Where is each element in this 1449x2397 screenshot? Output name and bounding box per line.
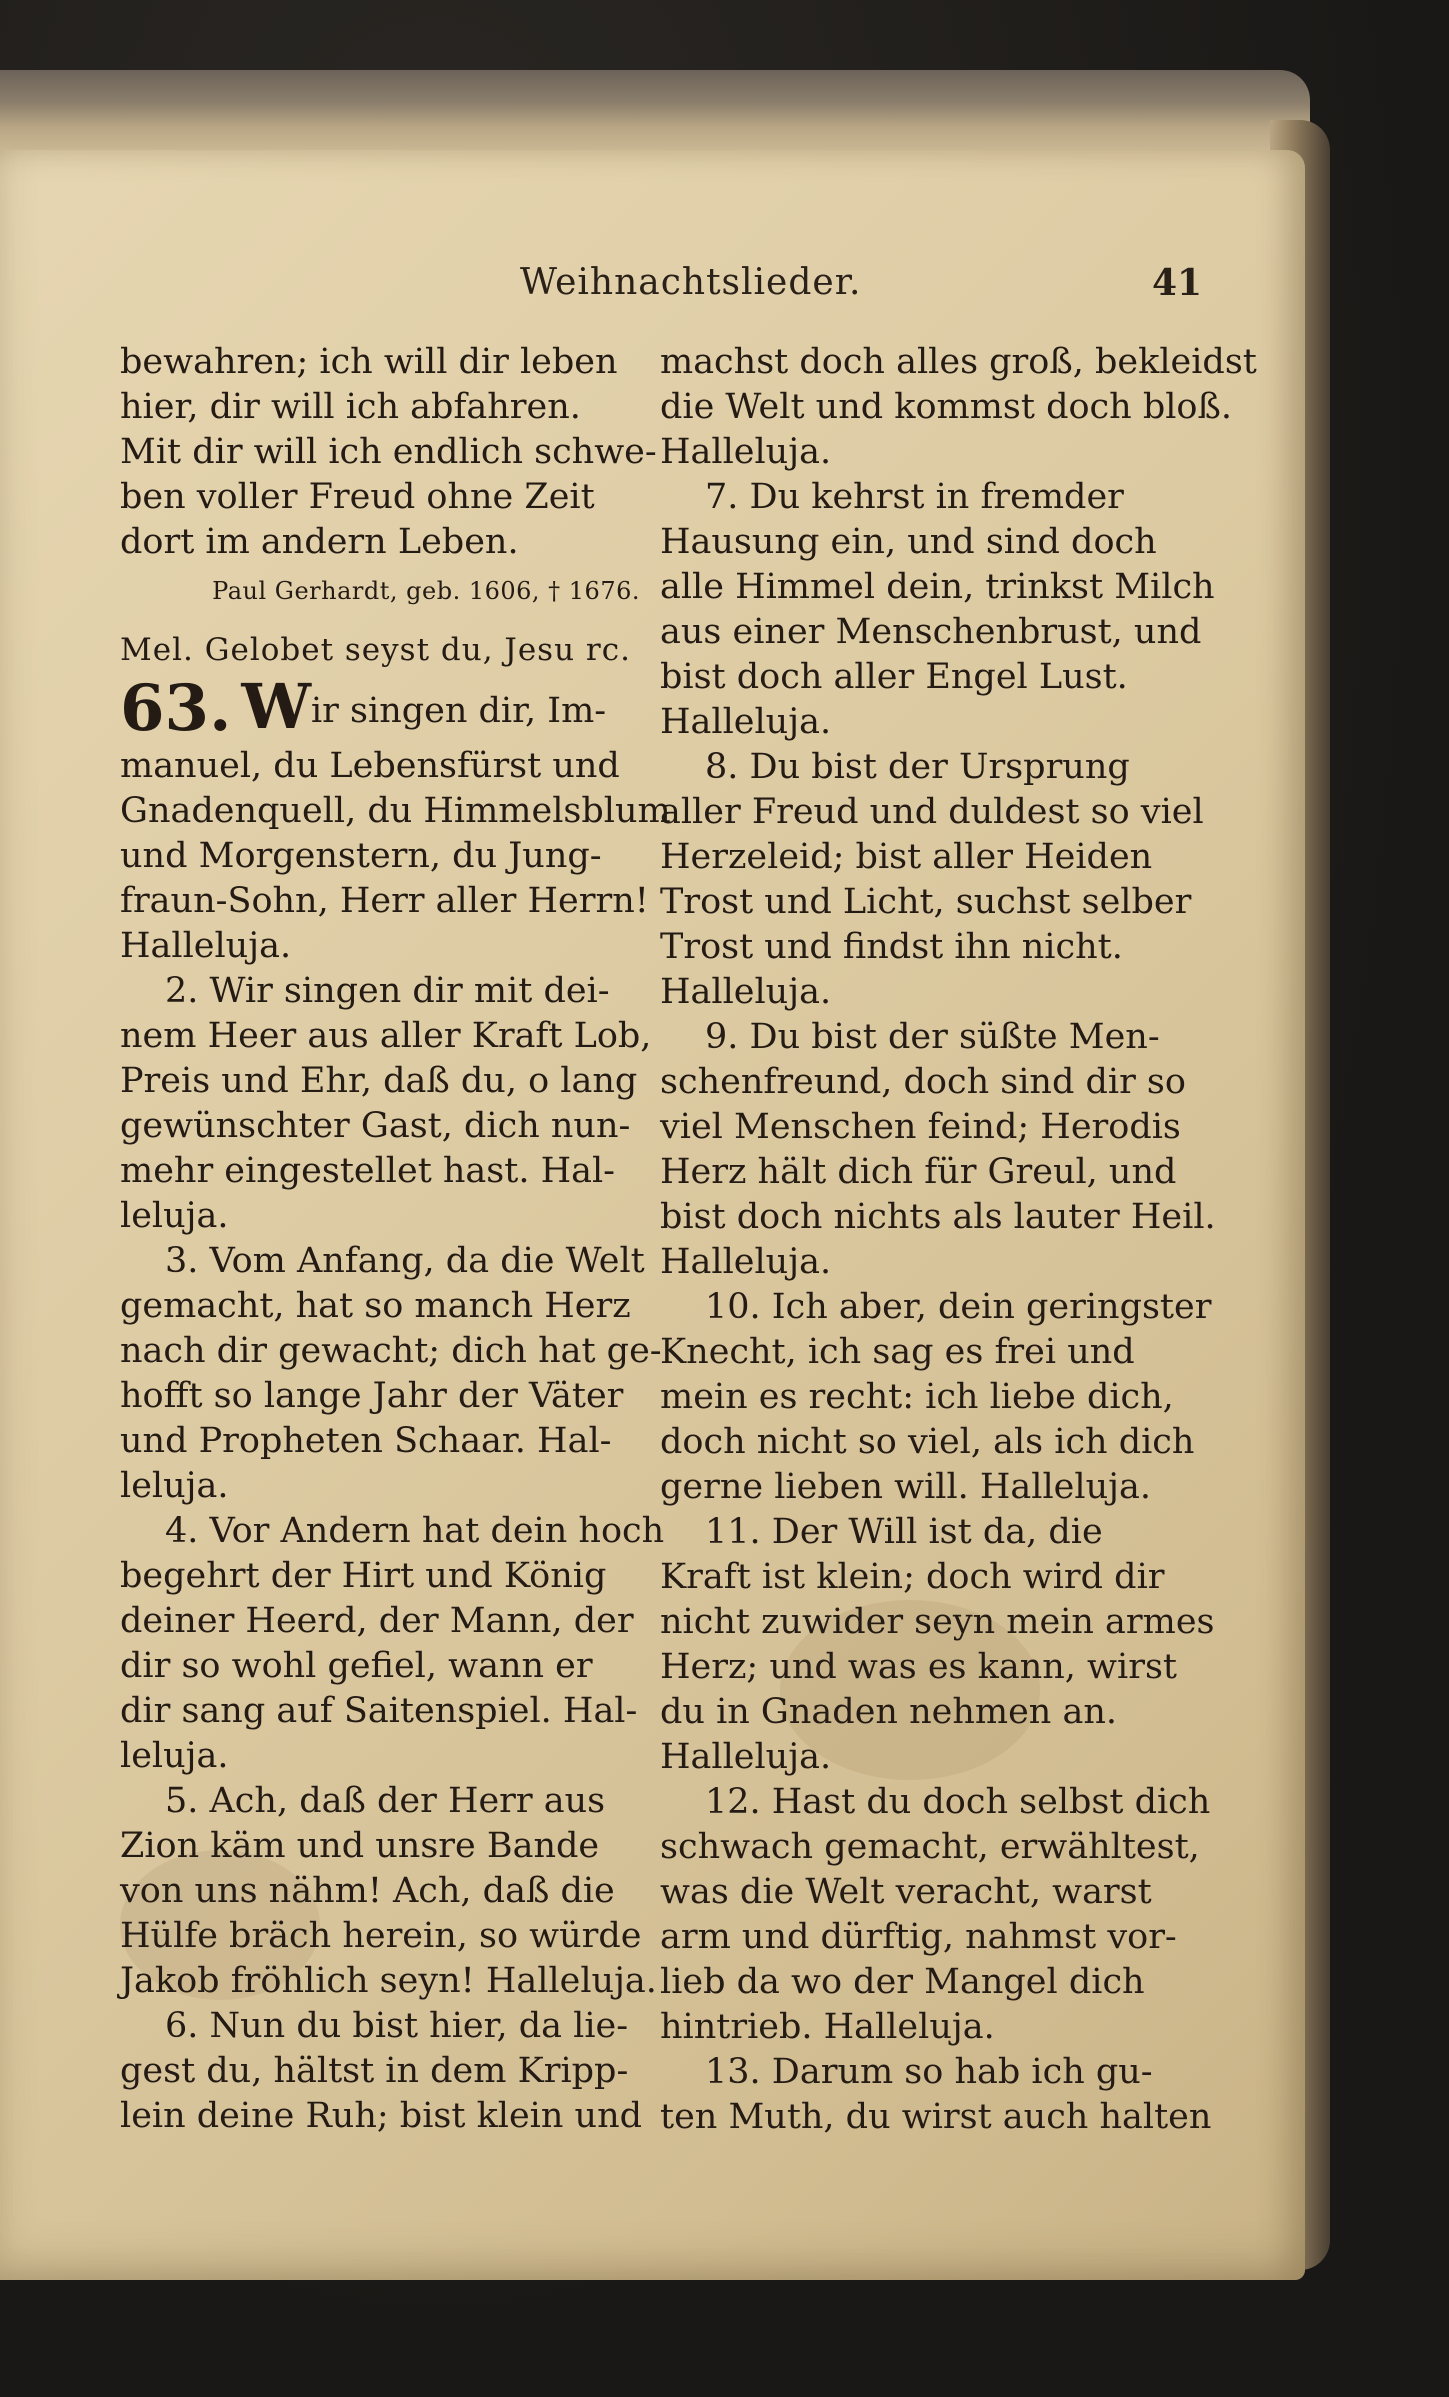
continuation-block	[120, 340, 657, 565]
text-line: Herzeleid; bist aller Heiden	[660, 837, 1153, 877]
text-line: 6. Nun du bist hier, da lie-	[165, 2006, 629, 2046]
text-line: ten Muth, du wirst auch halten	[660, 2097, 1212, 2137]
text-line: leluja.	[120, 1466, 229, 1506]
text-line: gemacht, hat so manch Herz	[120, 1286, 631, 1326]
text-line: fraun-Sohn, Herr aller Herrn!	[120, 881, 649, 921]
text-line: Halleluja.	[660, 972, 832, 1012]
text-line: Halleluja.	[120, 926, 292, 966]
text-line: Kraft ist klein; doch wird dir	[660, 1557, 1165, 1597]
page-number: 41	[1152, 262, 1203, 304]
text-line: 4. Vor Andern hat dein hoch	[165, 1511, 665, 1551]
text-line: nem Heer aus aller Kraft Lob,	[120, 1016, 652, 1056]
text-line: machst doch alles groß, bekleidst	[660, 342, 1257, 382]
text-line: mein es recht: ich liebe dich,	[660, 1377, 1174, 1417]
text-line: leluja.	[120, 1196, 229, 1236]
text-line: bist doch nichts als lauter Heil.	[660, 1197, 1216, 1237]
text-line: und Morgenstern, du Jung-	[120, 836, 602, 876]
text-line: 10. Ich aber, dein geringster	[705, 1287, 1212, 1327]
text-line: arm und dürftig, nahmst vor-	[660, 1917, 1177, 1957]
text-line: 3. Vom Anfang, da die Welt	[165, 1241, 645, 1281]
text-line: dir so wohl gefiel, wann er	[120, 1646, 593, 1686]
text-line: gest du, hältst in dem Kripp-	[120, 2051, 629, 2091]
text-line: leluja.	[120, 1736, 229, 1776]
text-line: hier, dir will ich abfahren.	[120, 387, 581, 427]
text-line: 9. Du bist der süßte Men-	[705, 1017, 1160, 1057]
text-line: Herz hält dich für Greul, und	[660, 1152, 1177, 1192]
text-line: du in Gnaden nehmen an.	[660, 1692, 1117, 1732]
text-line: doch nicht so viel, als ich dich	[660, 1422, 1195, 1462]
running-title: Weihnachtslieder.	[520, 262, 862, 303]
text-line: Knecht, ich sag es frei und	[660, 1332, 1135, 1372]
text-line: lieb da wo der Mangel dich	[660, 1962, 1145, 2002]
text-line: die Welt und kommst doch bloß.	[660, 387, 1232, 427]
text-line: und Propheten Schaar. Hal-	[120, 1421, 612, 1461]
text-line: viel Menschen feind; Herodis	[660, 1107, 1181, 1147]
melody-line: Mel. Gelobet seyst du, Jesu rc.	[120, 632, 631, 668]
text-line: gerne lieben will. Halleluja.	[660, 1467, 1151, 1507]
text-line: Halleluja.	[660, 1737, 832, 1777]
text-line: Preis und Ehr, daß du, o lang	[120, 1061, 638, 1101]
text-line: Mit dir will ich endlich schwe-	[120, 432, 657, 472]
text-line: 11. Der Will ist da, die	[705, 1512, 1103, 1552]
text-line: Jakob fröhlich seyn! Halleluja.	[120, 1961, 657, 2001]
text-line: lein deine Ruh; bist klein und	[120, 2096, 643, 2136]
author-attribution: Paul Gerhardt, geb. 1606, † 1676.	[212, 577, 640, 605]
initial-letter: W	[241, 670, 311, 743]
text-line: dir sang auf Saitenspiel. Hal-	[120, 1691, 638, 1731]
text-line: dort im andern Leben.	[120, 522, 519, 562]
text-line: Herz; und was es kann, wirst	[660, 1647, 1177, 1687]
text-line: mehr eingestellet hast. Hal-	[120, 1151, 615, 1191]
text-line: hofft so lange Jahr der Väter	[120, 1376, 624, 1416]
text-line: 13. Darum so hab ich gu-	[705, 2052, 1153, 2092]
text-line: schwach gemacht, erwähltest,	[660, 1827, 1200, 1867]
right-column	[660, 340, 1257, 2140]
text-line: Hausung ein, und sind doch	[660, 522, 1157, 562]
hymn-first-line: ir singen dir, Im-	[310, 691, 607, 731]
text-line: Gnadenquell, du Himmelsblum	[120, 791, 671, 831]
text-line: Trost und Licht, suchst selber	[660, 882, 1192, 922]
text-line: hintrieb. Halleluja.	[660, 2007, 995, 2047]
text-line: Halleluja.	[660, 702, 832, 742]
text-line: Halleluja.	[660, 432, 832, 472]
text-line: gewünschter Gast, dich nun-	[120, 1106, 631, 1146]
text-line: begehrt der Hirt und König	[120, 1556, 607, 1596]
text-line: schenfreund, doch sind dir so	[660, 1062, 1186, 1102]
text-line: manuel, du Lebensfürst und	[120, 746, 620, 786]
text-line: was die Welt veracht, warst	[660, 1872, 1152, 1912]
hymn-heading	[120, 670, 640, 746]
text-line: 8. Du bist der Ursprung	[705, 747, 1130, 787]
text-line: 5. Ach, daß der Herr aus	[165, 1781, 606, 1821]
text-line: 7. Du kehrst in fremder	[705, 477, 1124, 517]
text-line: alle Himmel dein, trinkst Milch	[660, 567, 1215, 607]
text-line: aller Freud und duldest so viel	[660, 792, 1204, 832]
hymn-number: 63.	[120, 671, 232, 746]
text-line: bist doch aller Engel Lust.	[660, 657, 1128, 697]
text-line: Halleluja.	[660, 1242, 832, 1282]
left-column	[120, 340, 671, 2139]
text-line: deiner Heerd, der Mann, der	[120, 1601, 634, 1641]
text-line: aus einer Menschenbrust, und	[660, 612, 1202, 652]
text-line: von uns nähm! Ach, daß die	[120, 1871, 615, 1911]
hymn-verses-left	[120, 744, 671, 2139]
hymn-verses-right	[660, 340, 1257, 2140]
text-line: Zion käm und unsre Bande	[120, 1826, 600, 1866]
text-line: 12. Hast du doch selbst dich	[705, 1782, 1211, 1822]
text-line: nicht zuwider seyn mein armes	[660, 1602, 1215, 1642]
text-line: 2. Wir singen dir mit dei-	[165, 971, 610, 1011]
text-line: ben voller Freud ohne Zeit	[120, 477, 595, 517]
text-line: bewahren; ich will dir leben	[120, 342, 618, 382]
text-line: nach dir gewacht; dich hat ge-	[120, 1331, 662, 1371]
text-line: Hülfe bräch herein, so würde	[120, 1916, 642, 1956]
text-line: Trost und findst ihn nicht.	[660, 927, 1123, 967]
